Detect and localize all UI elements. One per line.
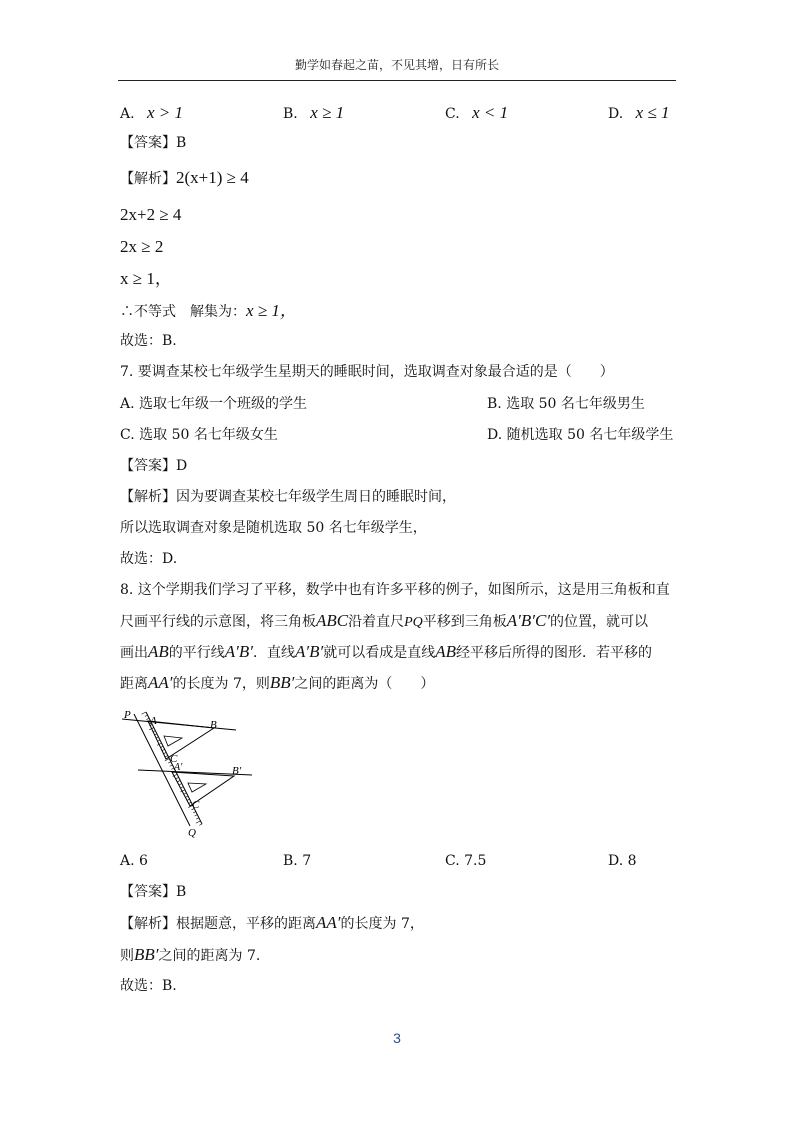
ruler-tick [170,765,173,766]
page-number: 3 [393,1030,401,1046]
q7-analysis-1 [120,487,456,507]
ruler-tick [178,780,181,781]
header-divider [118,80,676,81]
q6-analysis-step-4: x ≥ 1， [120,269,172,288]
label-c-prime: C [192,799,200,811]
option-expr: x < 1 [472,103,509,122]
conclusion-expr: x ≥ 1， [246,301,297,320]
answer-value: B [176,884,187,900]
q8-option-b: B. 7 [283,853,312,869]
stem-math: AB [435,642,456,661]
q8-stem-line-4 [120,673,434,694]
stem-math: ABC [316,611,349,630]
option-expr: x ≤ 1 [635,103,670,122]
stem-text: ．直线 [253,645,295,661]
stem-text: 的长度为 7，则 [172,676,270,692]
q7-analysis-2: 所以选取调查对象是随机选取 50 名七年级学生， [120,520,427,536]
stem-text: 尺画平行线的示意图，将三角板 [120,614,316,630]
analysis-text: 的长度为 7， [340,916,424,932]
math-step: 2(x+1) ≥ 4 [176,168,249,187]
triangle-a2b2c2-inner [188,783,206,792]
q7-option-d: D. 随机选取 50 名七年级学生 [487,427,674,443]
answer-label: 【答案】 [120,884,176,900]
q6-option-c [445,103,508,124]
stem-text: 的位置，就可以 [550,614,649,630]
stem-text: 距离 [120,676,148,692]
stem-math: BB′ [269,673,295,692]
analysis-text: 根据题意，平移的距离 [176,916,316,932]
stem-math: PQ [404,615,423,630]
stem-math: A′B′ [295,642,324,661]
option-expr: x > 1 [147,103,184,122]
q7-option-c: C. 选取 50 名七年级女生 [120,427,278,443]
answer-label: 【答案】 [120,135,176,151]
ruler-tick [176,777,179,778]
triangle-a2b2c2 [172,772,234,806]
analysis-label: 【解析】 [120,916,176,932]
q7-choose: 故选：D. [120,551,178,567]
stem-text: 的平行线 [168,645,225,661]
q8-option-a: A. 6 [120,853,148,869]
option-letter: A. [120,106,135,122]
analysis-math: AA′ [316,913,341,932]
option-letter: B. [283,106,298,122]
q6-analysis-step-2: 2x+2 ≥ 4 [120,205,182,224]
q8-stem-line-2 [120,611,648,633]
stem-math: AB [148,642,169,661]
q6-answer [120,133,186,153]
triangle-abc [148,721,214,759]
label-c: C [170,753,178,765]
q8-ruler-triangle-figure [118,704,268,838]
analysis-label: 【解析】 [120,171,176,187]
analysis-text: 因为要调查某校七年级学生周日的睡眠时间， [176,489,456,505]
ruler-tick [142,712,147,714]
label-b: B [210,719,217,731]
option-expr: x ≥ 1 [310,103,345,122]
stem-math: A′B′C′ [506,611,551,630]
label-q: Q [188,827,196,838]
q8-choose: 故选：B. [120,978,177,994]
stem-text: 画出 [120,645,148,661]
label-a-prime: A′ [174,762,183,773]
stem-text: 就可以看成是直线 [323,645,436,661]
page-header-motto: 勤学如春起之苗，不见其增，日有所长 [294,58,499,72]
conclusion-text: ∴不等式 解集为： [120,304,246,320]
ruler-tick [193,812,196,813]
ruler-tick [199,824,202,825]
analysis-text: 则 [120,948,134,964]
q7-answer [120,456,187,476]
q6-option-d [608,103,670,124]
answer-value: B [176,135,187,151]
q8-option-c: C. 7.5 [445,853,487,869]
q7-stem: 7. 要调查某校七年级学生星期天的睡眠时间，选取调查对象最合适的是（ ） [120,364,614,380]
answer-value: D [176,458,188,474]
stem-math: AA′ [148,673,173,692]
ruler-tick [146,718,149,719]
stem-math: A′B′ [224,642,253,661]
label-a: A [150,715,157,727]
analysis-label: 【解析】 [120,489,176,505]
option-letter: C. [445,106,460,122]
ruler-tick [181,787,184,788]
q7-option-b: B. 选取 50 名七年级男生 [487,396,645,412]
ruler-tick [196,818,199,819]
label-p: P [124,709,131,721]
q8-answer [120,882,186,902]
label-b-prime: B′ [232,765,242,777]
q8-option-d: D. 8 [608,853,637,869]
ruler-tick [179,784,182,785]
stem-text: 平移到三角板 [422,614,507,630]
q6-option-a [120,103,183,124]
q8-stem-line-1: 8. 这个学期我们学习了平移，数学中也有许多平移的例子，如图所示，这是用三角板和直 [120,582,670,598]
ruler-tick [165,756,168,757]
q7-option-a: A. 选取七年级一个班级的学生 [120,396,308,412]
triangle-abc-inner [164,736,182,746]
q6-option-b [283,103,344,124]
analysis-text: 之间的距离为 7. [158,948,261,964]
stem-text: 之间的距离为（ ） [294,676,435,692]
q6-analysis-step-3: 2x ≥ 2 [120,237,164,256]
stem-text: 沿着直尺 [348,614,405,630]
q6-choose: 故选：B. [120,333,177,349]
stem-text: 经平移后所得的图形．若平移的 [456,645,652,661]
option-letter: D. [608,106,624,122]
ruler-tick [196,821,201,823]
q8-analysis-1 [120,913,424,934]
ruler-tick [195,815,198,816]
analysis-math: BB′ [134,945,159,964]
q6-analysis-step-1 [120,168,249,189]
q8-stem-line-3 [120,642,652,663]
answer-label: 【答案】 [120,458,176,474]
q8-analysis-2 [120,945,260,966]
q6-conclusion [120,301,297,322]
ruler-tick [145,715,148,716]
